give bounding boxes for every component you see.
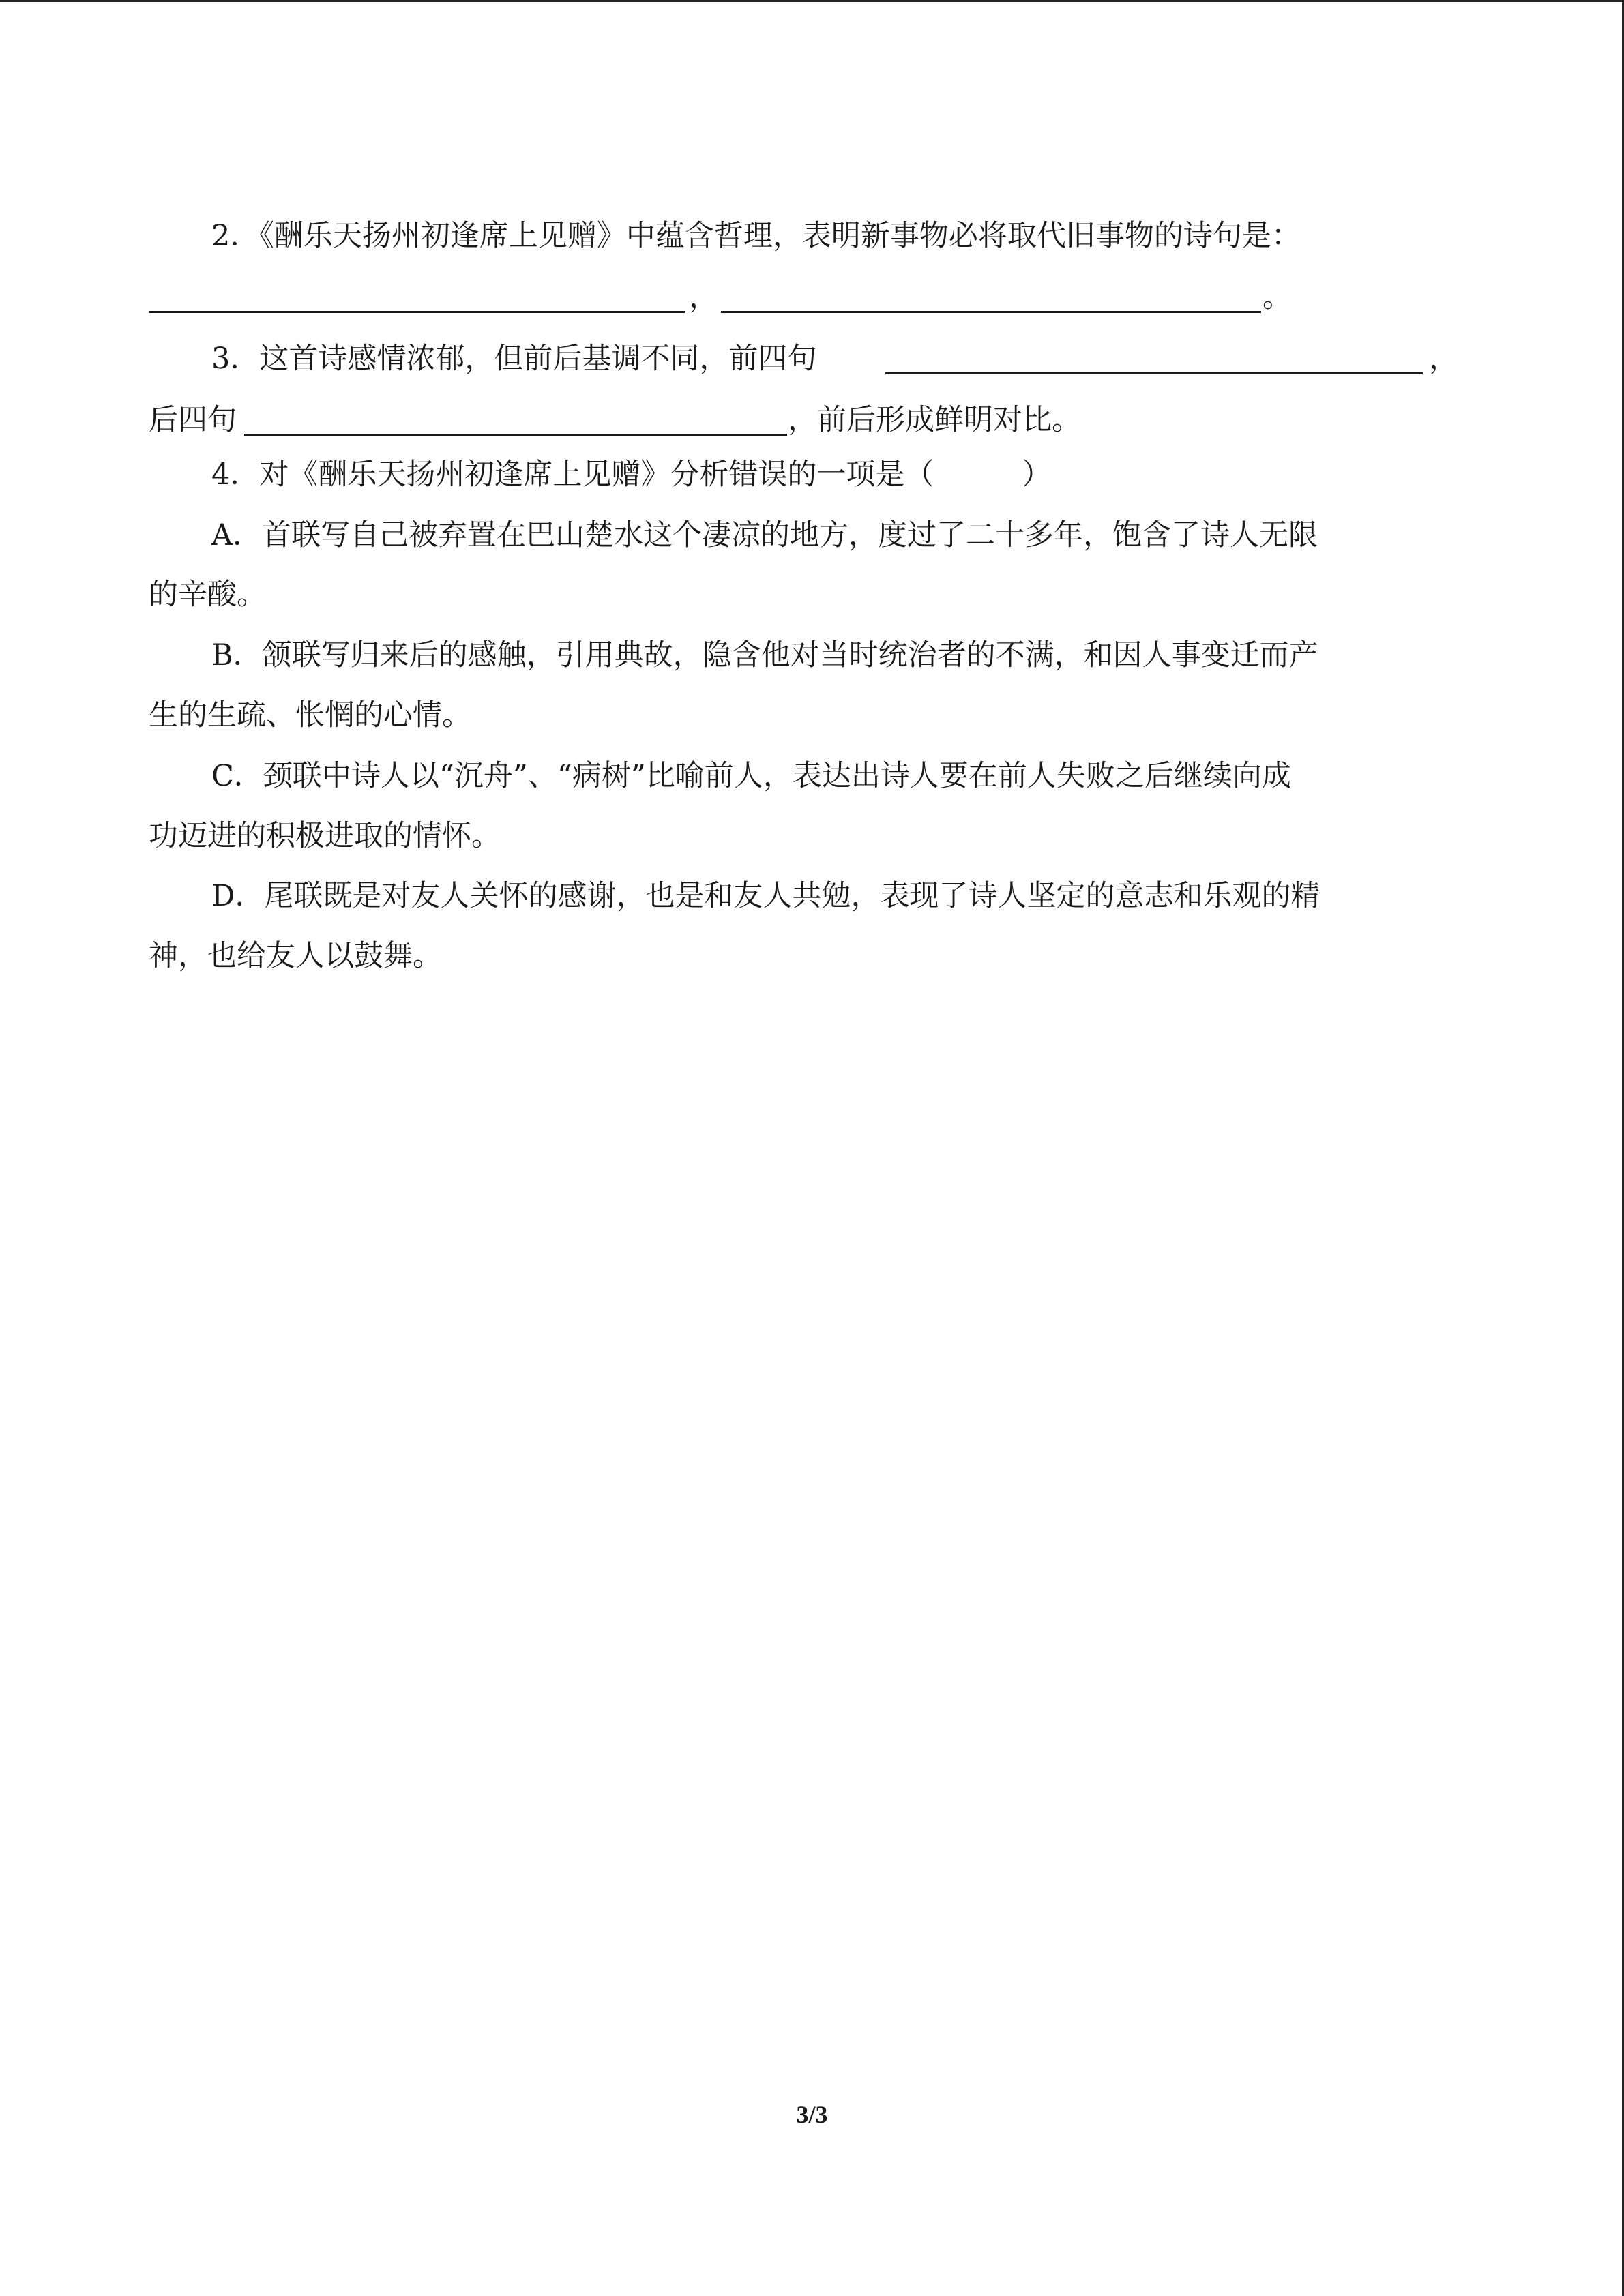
q3-text: 3．这首诗感情浓郁，但前后基调不同，前四句 bbox=[211, 342, 817, 376]
q4-option-d bbox=[0, 876, 1624, 916]
option-d-line-1: D．尾联既是对友人关怀的感谢，也是和友人共勉，表现了诗人坚定的意志和乐观的精 bbox=[211, 879, 1320, 913]
option-b-line-2: 生的生疏、怅惘的心情。 bbox=[149, 698, 471, 732]
q2-text: 2．《酬乐天扬州初逢席上见赠》中蕴含哲理，表明新事物必将取代旧事物的诗句是： bbox=[211, 219, 1301, 253]
q2-line-2 bbox=[0, 277, 1624, 318]
q4-stem bbox=[0, 454, 1624, 495]
option-c-line-1: C．颈联中诗人以“沉舟”、“病树”比喻前人，表达出诗人要在前人失败之后继续向成 bbox=[211, 759, 1291, 793]
q2-answer-blank-2[interactable] bbox=[721, 311, 1261, 313]
option-d-line-2: 神，也给友人以鼓舞。 bbox=[149, 939, 442, 973]
option-c-line-2: 功迈进的积极进取的情怀。 bbox=[149, 819, 501, 853]
q3-line1-end: ， bbox=[1429, 342, 1458, 376]
q2-line-1 bbox=[0, 215, 1624, 256]
page-number: 3/3 bbox=[796, 2101, 828, 2128]
q4-option-b bbox=[0, 635, 1624, 676]
q4-option-c-cont bbox=[0, 816, 1624, 856]
q3-line2-end: ，前后形成鲜明对比。 bbox=[788, 403, 1081, 437]
option-b-line-1: B．颔联写归来后的感触，引用典故，隐含他对当时统治者的不满，和因人事变迁而产 bbox=[211, 638, 1318, 672]
q2-separator: ， bbox=[689, 280, 718, 314]
q4-option-a-cont bbox=[0, 574, 1624, 615]
q2-answer-blank-1[interactable] bbox=[149, 311, 685, 313]
q4-option-c bbox=[0, 756, 1624, 796]
q4-stem-text: 4．对《酬乐天扬州初逢席上见赠》分析错误的一项是（ ） bbox=[211, 458, 1052, 492]
option-a-line-2: 的辛酸。 bbox=[149, 578, 266, 612]
q3-line-2 bbox=[0, 400, 1624, 441]
q4-option-a bbox=[0, 515, 1624, 556]
q3-answer-blank-2[interactable] bbox=[244, 434, 787, 436]
q2-end: 。 bbox=[1263, 280, 1292, 314]
q3-answer-blank-1[interactable] bbox=[885, 372, 1423, 374]
q3-line-1 bbox=[0, 338, 1624, 379]
q4-option-d-cont bbox=[0, 936, 1624, 976]
option-a-line-1: A．首联写自己被弃置在巴山楚水这个凄凉的地方，度过了二十多年，饱含了诗人无限 bbox=[211, 518, 1318, 552]
q4-option-b-cont bbox=[0, 695, 1624, 736]
page-top-border bbox=[0, 0, 1624, 2]
q3-line2-start: 后四句 bbox=[149, 403, 237, 437]
